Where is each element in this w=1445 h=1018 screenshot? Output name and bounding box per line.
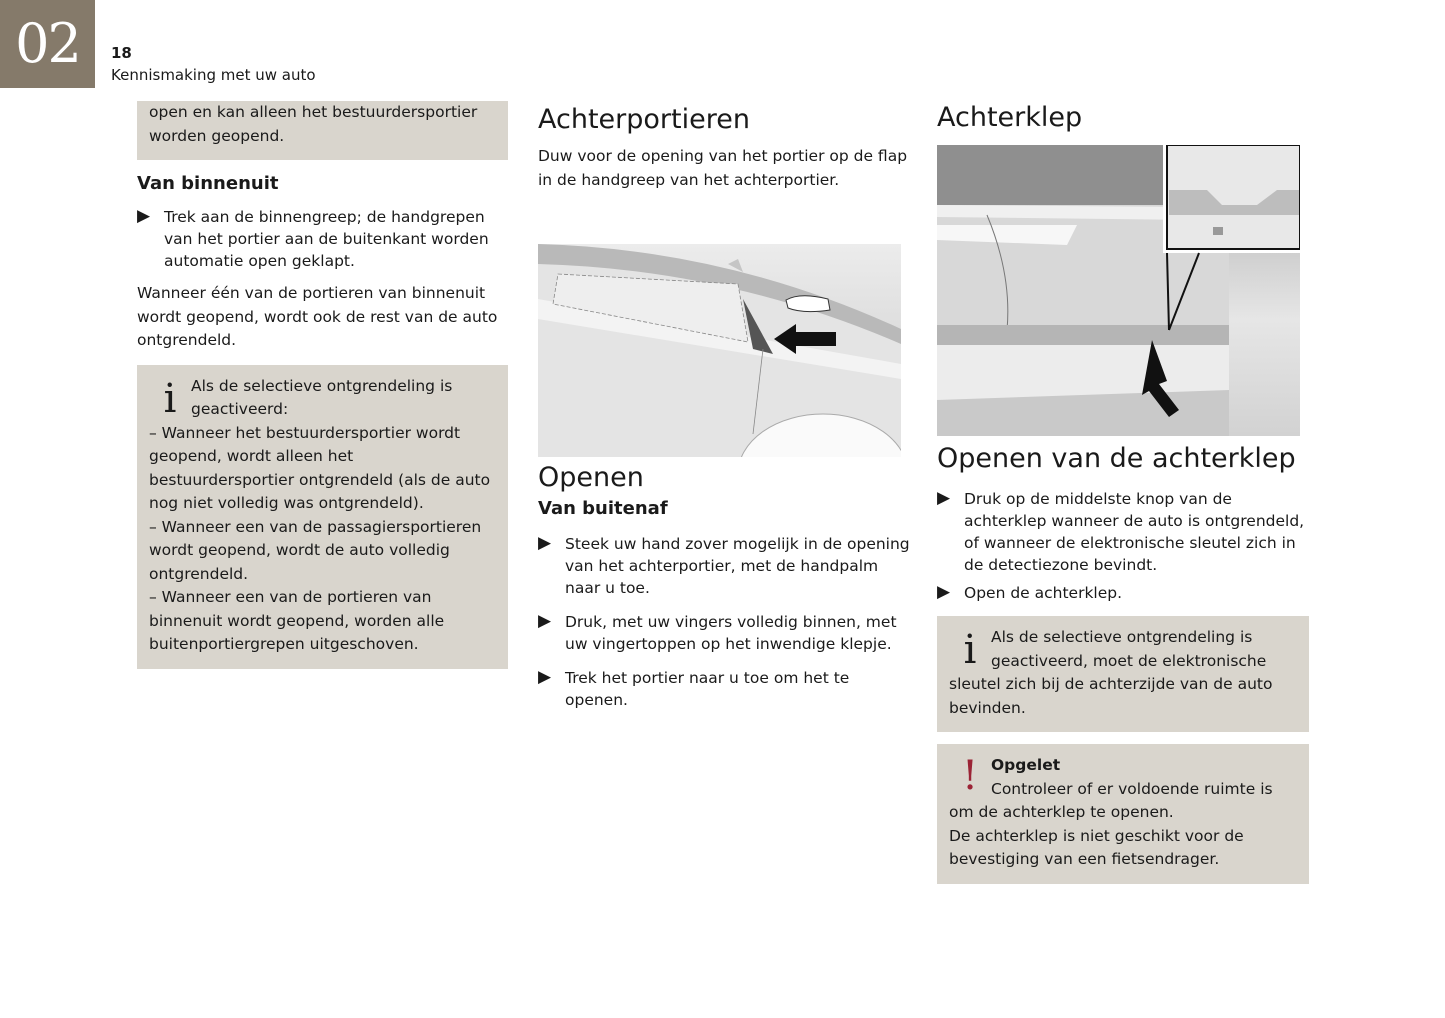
heading-van-buitenaf: Van buitenaf — [538, 498, 668, 519]
info-box — [937, 616, 1309, 732]
heading-achterklep: Achterklep — [937, 102, 1083, 133]
bullet-text: Trek aan de binnengreep; de handgrepen van het portier aan de buitenkant worden automatie open geklapt. — [164, 208, 489, 270]
list-item — [538, 611, 910, 655]
rear-door-illustration — [538, 244, 901, 457]
heading-van-binnenuit: Van binnenuit — [137, 173, 279, 194]
tailgate-illustration — [937, 145, 1300, 436]
heading-achterportieren: Achterportieren — [538, 104, 750, 135]
list-item — [137, 206, 508, 272]
bullet-arrow-icon: ▶ — [137, 206, 151, 226]
bullet-arrow-icon: ▶ — [538, 533, 552, 553]
heading-openen: Openen — [538, 462, 644, 493]
warning-text: De achterklep is niet geschikt voor de bevestiging van een fietsendrager. — [949, 826, 1244, 868]
info-box — [137, 365, 508, 669]
info-intro: Als de selectieve ontgrendeling is geactiveerd: — [191, 376, 453, 418]
warning-text: Controleer of er voldoende ruimte is om de achterklep te openen. — [949, 779, 1273, 821]
paragraph: Wanneer één van de portieren van binnenuit wordt geopend, wordt ook de rest van de auto ontgrendeld. — [137, 284, 498, 349]
warning-title: Opgelet — [991, 756, 1061, 774]
car-side-drawing — [538, 244, 901, 457]
bullet-arrow-icon: ▶ — [937, 582, 951, 602]
heading-openen-achterklep: Openen van de achterklep — [937, 443, 1296, 474]
info-text: Als de selectieve ontgrendeling is geactiveerd, moet de elektronische sleutel zich bij de achterzijde van de auto bevinden. — [949, 628, 1273, 717]
chapter-number-badge: 02 — [0, 0, 95, 88]
column-left — [137, 101, 508, 669]
info-line: – Wanneer een van de passagiersportieren wordt geopend, wordt de auto volledig ontgrendeld. — [149, 517, 482, 583]
bullet-text: Druk, met uw vingers volledig binnen, met uw vingertoppen op het inwendige klepje. — [565, 613, 897, 653]
info-icon: i — [963, 627, 977, 673]
info-icon: i — [163, 375, 177, 422]
column-middle — [538, 101, 910, 711]
bullet-text: Open de achterklep. — [964, 584, 1123, 602]
list-item — [538, 667, 910, 711]
info-line: – Wanneer het bestuurdersportier wordt geopend, wordt alleen het bestuurdersportier ontgrendeld (als de auto nog niet volledig was ontgrendeld). — [149, 423, 491, 512]
car-rear-drawing — [937, 145, 1300, 436]
info-line: – Wanneer een van de portieren van binnenuit wordt geopend, worden alle buitenportiergrepen uitgeschoven. — [149, 588, 445, 653]
continued-note-box — [137, 101, 508, 160]
bullet-arrow-icon: ▶ — [538, 611, 552, 631]
page-number: 18 — [111, 44, 132, 62]
bullet-arrow-icon: ▶ — [538, 667, 552, 687]
section-title: Kennismaking met uw auto — [111, 66, 316, 84]
bullet-arrow-icon: ▶ — [937, 488, 951, 508]
list-item — [538, 533, 910, 599]
warning-box — [937, 744, 1309, 884]
list-item — [937, 582, 1309, 604]
bullet-text: Druk op de middelste knop van de achterklep wanneer de auto is ontgrendeld, of wanneer de elektronische sleutel zich in de detectiezone bevindt. — [964, 490, 1305, 574]
intro-paragraph: Duw voor de opening van het portier op de flap in de handgreep van het achterportier. — [538, 147, 908, 189]
column-right — [937, 101, 1309, 884]
continued-note-text: open en kan alleen het bestuurdersportier worden geopend. — [149, 103, 478, 145]
bullet-text: Trek het portier naar u toe om het te openen. — [565, 669, 850, 709]
list-item — [937, 488, 1309, 576]
bullet-text: Steek uw hand zover mogelijk in de opening van het achterportier, met de handpalm naar u toe. — [565, 535, 910, 597]
warning-icon: ! — [961, 753, 979, 799]
